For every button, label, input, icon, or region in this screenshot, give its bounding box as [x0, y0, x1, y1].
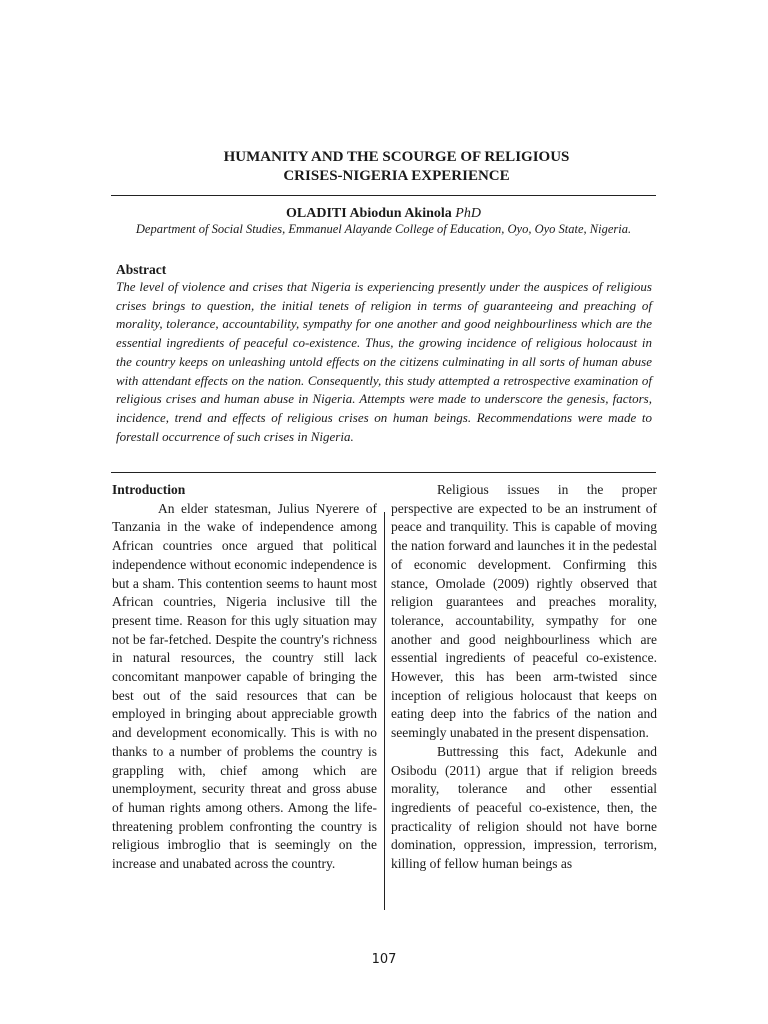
- right-paragraph-1: Religious issues in the proper perspective are expected to be an instrument of peace and tranquility. This is capable of moving the nation forward and launches it in the pedestal of economic development. Confirming this stance, Omolade (2009) rightly observed that religion guarantees and preaches morality, tolerance, accountability, sympathy for one another and good neighbourliness which are essential ingredients of peaceful co-existence. However, this has been arm-twisted since inception of religious holocaust that keeps on eating deep into the fabrics of the nation and seemingly unabated in the present dispensation.: [391, 482, 657, 741]
- column-divider: [384, 512, 385, 910]
- introduction-heading: Introduction: [112, 482, 186, 497]
- top-divider-rule: [111, 195, 656, 196]
- left-paragraph: An elder statesman, Julius Nyerere of Tanzania in the wake of independence among African countries once argued that political independence without economic independence is but a sham. This contention seems to haunt most African countries, Nigeria inclusive till the present time. Reason for this ugly situation may not be far-fetched. Despite the country's richness in natural resources, the country still lack concomitant manpower capable of bringing the best out of the said resources that can be employed in bringing about appreciable growth and development economically. This is with no thanks to a number of problems the country is grappling with, chief among which are unemployment, security threat and gross abuse of human rights among others. Among the life-threatening problem confronting the country is religious imbroglio that is seemingly on the increase and unabated across the country.: [112, 500, 377, 872]
- author-degree: PhD: [455, 206, 481, 221]
- title-line-1: HUMANITY AND THE SCOURGE OF RELIGIOUS: [223, 149, 570, 165]
- page-number: 107: [371, 952, 397, 967]
- abstract-heading: Abstract: [116, 262, 167, 277]
- right-paragraph-2: Buttressing this fact, Adekunle and Osibodu (2011) argue that if religion breeds morality, tolerance and other essential ingredients of peaceful co-existence, then, the practicality of religion should not have borne domination, oppression, impression, terrorism, killing of fellow human beings as: [391, 743, 657, 872]
- left-column: [112, 481, 377, 874]
- right-column: [391, 481, 657, 874]
- author-affiliation: Department of Social Studies, Emmanuel Alayande College of Education, Oyo, Oyo State, Nigeria.: [135, 222, 632, 236]
- abstract-text: The level of violence and crises that Nigeria is experiencing presently under the auspices of religious crises brings to question, the initial tenets of religion in terms of guaranteeing and preaching of morality, tolerance, accountability, sympathy for one another and good neighbourliness which are the essential ingredients of peaceful co-existence. Thus, the growing incidence of religious holocaust in the country keeps on unleashing untold effects on the citizens culminating in all sorts of human abuse with attendant effects on the nation. Consequently, this study attempted a retrospective examination of religious crises and human abuse in Nigeria. Attempts were made to underscore the genesis, factors, incidence, trend and effects of religious crises on human beings. Recommendations were made to forestall occurrence of such crises in Nigeria.: [116, 279, 652, 444]
- bottom-divider-rule: [111, 472, 656, 473]
- paper-title: [0, 148, 768, 186]
- author-name: OLADITI Abiodun Akinola: [286, 206, 452, 221]
- title-line-2: CRISES-NIGERIA EXPERIENCE: [283, 168, 510, 184]
